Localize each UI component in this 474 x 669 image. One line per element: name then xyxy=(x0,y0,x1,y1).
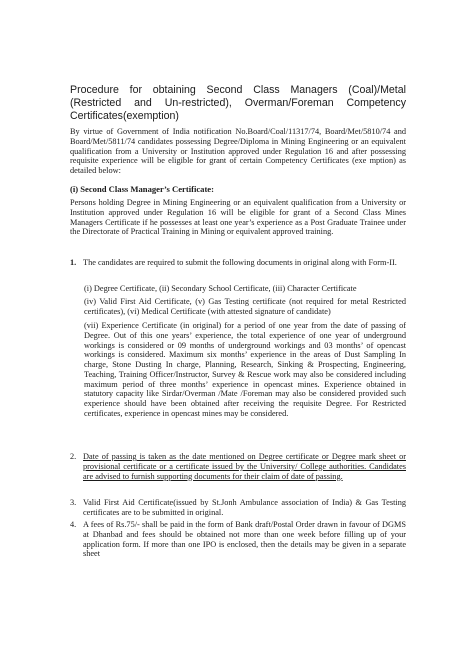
list-item-number: 2. xyxy=(70,452,77,461)
list-item-number: 1. xyxy=(70,258,77,267)
list-item-number: 3. xyxy=(70,498,77,507)
section-heading: (i) Second Class Manager’s Certificate: xyxy=(70,184,214,194)
intro-paragraph: By virtue of Government of India notification No.Board/Coal/11317/74, Board/Met/5810/74 and Board/Met/5811/74 candidates possessing Degree/Diploma in Mining Engineering or an equivalent qualification from a University or Institution approved under Regulation 16 and after possessing requisite experience will be eligible for grant of certain Competency Certificates (exe mption) as detailed below: xyxy=(70,127,406,175)
list-item-3 xyxy=(70,498,406,518)
page-title: Procedure for obtaining Second Class Managers (Coal)/Metal (Restricted and Un-restricted), Overman/Foreman Competency Certificates(exemption) xyxy=(70,84,406,123)
list-item-text: Date of passing is taken as the date mentioned on Degree certificate or Degree mark sheet or provisional certificate or a certificate issued by the University/ College authorities. Candidates are advised to furnish supporting documents for their claim of date of passing. xyxy=(83,452,406,481)
documents-line-3: (vii) Experience Certificate (in original) for a period of one year from the date of passing of Degree. Out of this one years’ experience, the total experience of one year of underground workings is considered or 09 months of underground workings and 03 months’ of opencast workings is considered. Maximum six months’ experience in the areas of Dust Sampling In charge, Stone Dusting In charge, Planning, Research, Sinking & Prospecting, Engineering, Teaching, Training Officer/Instructor, Survey & Rescue work may also be considered including maximum period of three months’ experience in opencast mines. Experience obtained in statutory capacity like Sirdar/Overman /Mate /Foreman may also be considered provided such experience should have been obtained after receiving the requisite Degree. For Restricted certificates, experience in opencast mines may be considered. xyxy=(84,321,406,418)
list-item-text: The candidates are required to submit the following documents in original along with Form-II. xyxy=(83,258,397,267)
list-item-text: Valid First Aid Certificate(issued by St.Jonh Ambulance association of India) & Gas Testing certificates are to be submitted in original. xyxy=(83,498,406,517)
list-item-text: A fees of Rs.75/- shall be paid in the form of Bank draft/Postal Order drawn in favour of DGMS at Dhanbad and fees should be obtained not more than one week before filling up of your application form. If more than one IPO is enclosed, then the details may be given in a separate sheet xyxy=(83,520,406,559)
list-item-2 xyxy=(70,452,406,481)
documents-line-2: (iv) Valid First Aid Certificate, (v) Gas Testing certificate (not required for metal Restricted certificates), (vi) Medical Certificate (with attested signature of candidate) xyxy=(84,297,406,316)
list-item-1 xyxy=(70,258,406,268)
list-item-number: 4. xyxy=(70,520,77,529)
list-item-4 xyxy=(70,520,406,559)
documents-line-1: (i) Degree Certificate, (ii) Secondary School Certificate, (iii) Character Certificate xyxy=(84,284,357,293)
section-paragraph: Persons holding Degree in Mining Engineering or an equivalent qualification from a University or Institution approved under Regulation 16 will be eligible for grant of a Second Class Mines Managers Certificate if he possesses at least one year’s experience as a Post Graduate Trainee under the Directorate of Practical Training in Mining or equivalent approved training. xyxy=(70,198,406,237)
